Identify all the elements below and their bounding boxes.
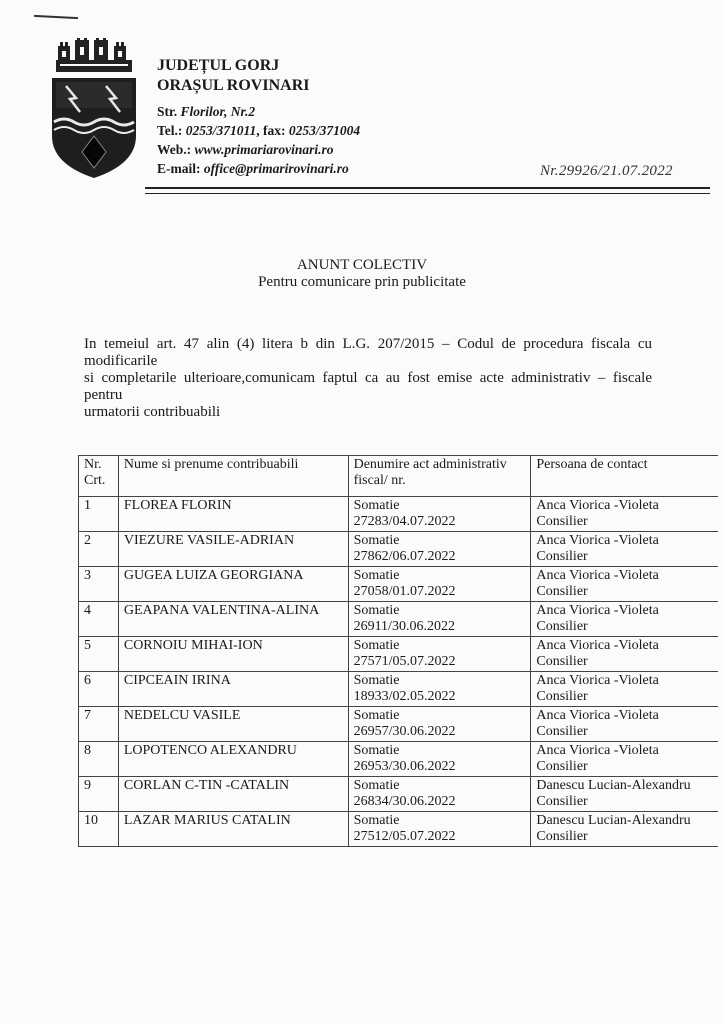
cell-act-text: Somatie: [353, 498, 400, 513]
title-subheading: Pentru comunicare prin publicitate: [258, 274, 466, 290]
legal-paragraph: [84, 336, 652, 421]
table-row: [79, 672, 719, 707]
cell-name-text: GEAPANA VALENTINA-ALINA: [123, 603, 320, 618]
cell-nr-text: 9: [84, 778, 91, 793]
paragraph-line: In temeiul art. 47 alin (4) litera b din L.G. 207/2015 – Codul de procedura fiscala cu modificarile: [84, 336, 652, 369]
header-name: Nume si prenume contribuabili: [118, 456, 348, 497]
cell-nr-text: 6: [84, 673, 91, 688]
cell-name-text: GUGEA LUIZA GEORGIANA: [123, 568, 304, 583]
cell-contact-text: Consilier: [536, 584, 588, 599]
cell-contact-text: Consilier: [536, 829, 588, 844]
cell-contact-text: Consilier: [536, 619, 588, 634]
cell-contact-text: Consilier: [536, 759, 588, 774]
header-divider: [145, 187, 710, 189]
cell-contact: [531, 602, 718, 637]
cell-contact-text: Anca Viorica -Violeta: [536, 568, 659, 583]
cell-name: [118, 777, 348, 812]
registration-number: Nr.29926/21.07.2022: [540, 163, 673, 179]
cell-name-text: VIEZURE VASILE-ADRIAN: [123, 533, 295, 548]
cell-contact: [531, 637, 718, 672]
cell-act: [348, 567, 531, 602]
phone-value: 0253/371011: [185, 123, 257, 138]
email-line: E-mail: office@primarirovinari.ro: [157, 161, 349, 176]
table-row: [79, 637, 719, 672]
cell-act-text: 27058/01.07.2022: [353, 584, 456, 599]
cell-contact-text: Anca Viorica -Violeta: [536, 638, 659, 653]
cell-act-text: Somatie: [353, 568, 400, 583]
table-row: [79, 812, 719, 847]
cell-contact: [531, 497, 718, 532]
table-row: [79, 777, 719, 812]
cell-name: [118, 707, 348, 742]
cell-nr-text: 8: [84, 743, 91, 758]
cell-nr: [79, 707, 119, 742]
scan-mark: [34, 15, 78, 19]
cell-act-text: Somatie: [353, 708, 400, 723]
city-name: ORAȘUL ROVINARI: [157, 77, 310, 94]
fax-value: 0253/371004: [288, 123, 361, 138]
cell-contact-text: Consilier: [536, 794, 588, 809]
paragraph-line: si completarile ulterioare,comunicam faptul ca au fost emise acte administrativ – fiscale pentru: [84, 370, 652, 403]
cell-contact-text: Anca Viorica -Violeta: [536, 603, 659, 618]
cell-nr: [79, 532, 119, 567]
cell-contact: [531, 812, 718, 847]
cell-nr-text: 2: [84, 533, 91, 548]
header-contact: Persoana de contact: [531, 456, 718, 497]
cell-contact: [531, 707, 718, 742]
cell-name: [118, 637, 348, 672]
cell-nr-text: 4: [84, 603, 91, 618]
cell-contact-text: Anca Viorica -Violeta: [536, 743, 659, 758]
cell-act-text: 26911/30.06.2022: [353, 619, 455, 634]
cell-act-text: Somatie: [353, 603, 400, 618]
cell-name: [118, 602, 348, 637]
email-link[interactable]: office@primarirovinari.ro: [203, 161, 349, 176]
cell-act-text: 26834/30.06.2022: [353, 794, 456, 809]
cell-act-text: Somatie: [353, 673, 400, 688]
cell-act: [348, 532, 531, 567]
cell-act-text: Somatie: [353, 533, 400, 548]
taxpayers-table: [78, 455, 718, 847]
county-name: JUDEȚUL GORJ: [157, 57, 280, 74]
cell-contact-text: Consilier: [536, 724, 588, 739]
cell-act: [348, 742, 531, 777]
table-row: [79, 567, 719, 602]
cell-contact: [531, 567, 718, 602]
cell-act: [348, 497, 531, 532]
cell-nr: [79, 602, 119, 637]
cell-act: [348, 812, 531, 847]
cell-act-text: 27283/04.07.2022: [353, 514, 456, 529]
cell-contact-text: Anca Viorica -Violeta: [536, 533, 659, 548]
paragraph-line: urmatorii contribuabili: [84, 404, 221, 420]
cell-nr-text: 5: [84, 638, 91, 653]
street-value: Florilor, Nr.2: [180, 104, 256, 119]
web-link[interactable]: www.primariarovinari.ro: [194, 142, 334, 157]
cell-act-text: 18933/02.05.2022: [353, 689, 456, 704]
cell-act-text: 26953/30.06.2022: [353, 759, 456, 774]
cell-name-text: NEDELCU VASILE: [123, 708, 241, 723]
cell-act-text: 27571/05.07.2022: [353, 654, 456, 669]
table-row: [79, 602, 719, 637]
phone-line: Tel.: 0253/371011, fax: 0253/371004: [157, 123, 361, 138]
announcement-title: [0, 257, 724, 291]
header-nr: Nr. Crt.: [79, 456, 119, 497]
cell-act: [348, 777, 531, 812]
cell-contact-text: Danescu Lucian-Alexandru: [536, 813, 691, 828]
cell-act-text: Somatie: [353, 743, 400, 758]
cell-nr: [79, 742, 119, 777]
cell-act: [348, 707, 531, 742]
cell-nr-text: 3: [84, 568, 91, 583]
cell-name: [118, 742, 348, 777]
table-row: [79, 532, 719, 567]
cell-nr-text: 7: [84, 708, 91, 723]
cell-name: [118, 672, 348, 707]
cell-nr-text: 10: [84, 813, 98, 828]
table-row: [79, 497, 719, 532]
cell-name: [118, 567, 348, 602]
cell-name-text: LOPOTENCO ALEXANDRU: [123, 743, 297, 758]
cell-nr: [79, 567, 119, 602]
cell-act-text: Somatie: [353, 778, 400, 793]
cell-act-text: Somatie: [353, 813, 400, 828]
institution-name: [157, 56, 309, 96]
cell-name-text: CORLAN C-TIN -CATALIN: [123, 778, 290, 793]
title-heading: ANUNT COLECTIV: [296, 257, 428, 273]
cell-nr: [79, 672, 119, 707]
cell-name: [118, 497, 348, 532]
cell-contact: [531, 777, 718, 812]
address-line: Str. Florilor, Nr.2: [157, 104, 256, 119]
table-row: [79, 707, 719, 742]
cell-act: [348, 602, 531, 637]
table-row: [79, 742, 719, 777]
cell-contact-text: Consilier: [536, 549, 588, 564]
cell-act: [348, 672, 531, 707]
cell-act: [348, 637, 531, 672]
cell-act-text: 27862/06.07.2022: [353, 549, 456, 564]
cell-contact: [531, 672, 718, 707]
cell-name-text: FLOREA FLORIN: [123, 498, 232, 513]
cell-act-text: 27512/05.07.2022: [353, 829, 456, 844]
cell-act-text: 26957/30.06.2022: [353, 724, 456, 739]
cell-contact-text: Danescu Lucian-Alexandru: [536, 778, 691, 793]
cell-contact: [531, 742, 718, 777]
cell-contact-text: Consilier: [536, 689, 588, 704]
cell-contact-text: Consilier: [536, 514, 588, 529]
cell-nr-text: 1: [84, 498, 91, 513]
cell-nr: [79, 637, 119, 672]
web-line: Web.: www.primariarovinari.ro: [157, 142, 334, 157]
cell-name-text: CORNOIU MIHAI-ION: [123, 638, 263, 653]
cell-nr: [79, 812, 119, 847]
cell-contact: [531, 532, 718, 567]
cell-act-text: Somatie: [353, 638, 400, 653]
cell-nr: [79, 497, 119, 532]
cell-name: [118, 532, 348, 567]
cell-contact-text: Anca Viorica -Violeta: [536, 673, 659, 688]
table-header-row: [79, 456, 719, 497]
cell-name-text: CIPCEAIN IRINA: [123, 673, 231, 688]
coat-of-arms-icon: [48, 38, 140, 180]
header-act: Denumire act administrativ fiscal/ nr.: [348, 456, 531, 497]
header-divider-thin: [145, 193, 710, 194]
cell-contact-text: Anca Viorica -Violeta: [536, 498, 659, 513]
cell-name: [118, 812, 348, 847]
cell-contact-text: Consilier: [536, 654, 588, 669]
cell-name-text: LAZAR MARIUS CATALIN: [123, 813, 291, 828]
cell-contact-text: Anca Viorica -Violeta: [536, 708, 659, 723]
cell-nr: [79, 777, 119, 812]
contact-block: [157, 102, 360, 178]
